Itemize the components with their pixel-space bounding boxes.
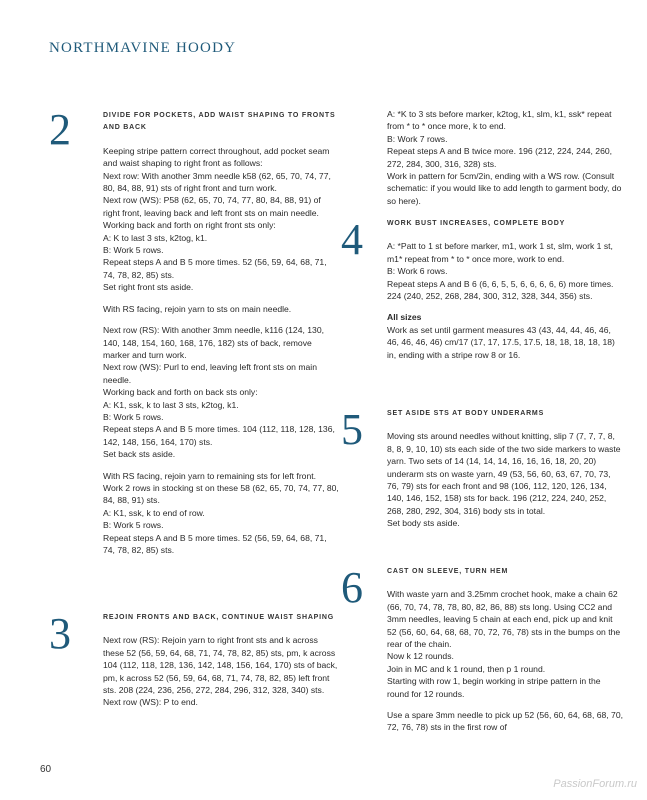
section-5 <box>387 408 623 539</box>
section-2-paragraph: With RS facing, rejoin yarn to sts on main needle. <box>103 303 292 314</box>
section-2-paragraph: Keeping stripe pattern correct throughout, add pocket seam and waist shaping to right front as follows: Next row: With another 3mm needle k58 (62, 65, 70, 74, 77, 80, 84, 88, 91) sts of right front and turn work. Next row (WS): P58 (62, 65, 70, 74, 77, 80, 84, 88, 91) of right front, leaving back and left front sts on main needle. Working back and forth on right front sts only: A: K to last 3 sts, k2tog, k1. B: Work 5 rows. Repeat steps A and B 5 more times. 52 (56, 59, 64, 68, 71, 74, 78, 82, 85) sts. Set right front sts aside. <box>103 145 331 293</box>
section-4-subheading: All sizes <box>387 312 422 323</box>
section-3-continued-paragraph: A: *K to 3 sts before marker, k2tog, k1, slm, k1, ssk* repeat from * to * once more, k to end. B: Work 7 rows. Repeat steps A and B twice more. 196 (212, 224, 244, 260, 272, 284, 300, 316, 328) sts. Work in pattern for 5cm/2in, ending with a WS row. (Consult schematic: if you would like to add length to garment body, do so here). <box>387 109 622 206</box>
section-3-heading: REJOIN FRONTS AND BACK, CONTINUE WAIST SHAPING <box>103 614 334 621</box>
section-6 <box>387 566 623 743</box>
step-number-2: 2 <box>49 105 71 154</box>
section-6-paragraph: Use a spare 3mm needle to pick up 52 (56, 60, 64, 68, 68, 70, 72, 76, 78) sts in the first row of <box>387 710 623 733</box>
step-number-6: 6 <box>341 563 363 612</box>
section-2 <box>103 110 339 565</box>
section-4-subparagraph: Work as set until garment measures 43 (43, 44, 44, 46, 46, 46, 46, 46, 46) cm/17 (17, 17, 17.5, 17.5, 18, 18, 18, 18, 18) in, ending with a stripe row 8 or 16. <box>387 324 615 360</box>
section-3 <box>103 612 339 718</box>
section-5-heading: SET ASIDE STS AT BODY UNDERARMS <box>387 410 545 417</box>
section-3-continued <box>387 108 623 216</box>
section-4 <box>387 218 623 370</box>
step-number-3: 3 <box>49 609 71 658</box>
section-2-paragraph: With RS facing, rejoin yarn to remaining sts for left front. Work 2 rows in stocking st on these 58 (62, 65, 70, 74, 77, 80, 84, 88, 91) sts. A: K1, ssk, k to end of row. B: Work 5 rows. Repeat steps A and B 5 more times. 52 (56, 59, 64, 68, 71, 74, 78, 82, 85) sts. <box>103 470 339 555</box>
step-number-5: 5 <box>341 405 363 454</box>
watermark: PassionForum.ru <box>553 778 637 790</box>
step-number-4: 4 <box>341 215 363 264</box>
section-2-heading: DIVIDE FOR POCKETS, ADD WAIST SHAPING TO FRONTS AND BACK <box>103 112 336 132</box>
section-4-heading: WORK BUST INCREASES, COMPLETE BODY <box>387 220 566 227</box>
section-5-paragraph: Moving sts around needles without knitting, slip 7 (7, 7, 7, 8, 8, 8, 9, 10, 10) sts each side of the two side markers to waste yarn. Two sets of 14 (14, 14, 14, 16, 16, 16, 18, 20, 20) underarm sts on waste yarn, 49 (53, 56, 60, 63, 67, 70, 73, 76, 79) sts for each front and 98 (106, 112, 120, 126, 134, 140, 146, 152, 158) sts for back. 196 (212, 224, 240, 252, 268, 280, 292, 304, 316) body sts in total. Set body sts aside. <box>387 431 621 529</box>
page-number: 60 <box>40 764 52 775</box>
section-2-paragraph: Next row (RS): With another 3mm needle, k116 (124, 130, 140, 148, 154, 160, 168, 176, 182) sts of back, remove marker and turn work. Next row (WS): Purl to end, leaving left front sts on main needle. Working back and forth on back sts only: A: K1, ssk, k to last 3 sts, k2tog, k1. B: Work 5 rows. Repeat steps A and B 5 more times. 104 (112, 118, 128, 136, 142, 148, 156, 164, 170) sts. Set back sts aside. <box>103 325 335 460</box>
section-4-paragraph: A: *Patt to 1 st before marker, m1, work 1 st, slm, work 1 st, m1* repeat from * to * once more, work to end. B: Work 6 rows. Repeat steps A and B 6 (6, 6, 5, 5, 6, 6, 6, 6, 6) more times. 224 (240, 252, 268, 284, 300, 312, 328, 344, 356) sts. <box>387 241 614 302</box>
section-6-heading: CAST ON SLEEVE, TURN HEM <box>387 568 509 575</box>
section-6-paragraph: With waste yarn and 3.25mm crochet hook, make a chain 62 (66, 70, 74, 78, 78, 80, 82, 86, 88) sts long. Using CC2 and 3mm needles, leaving 5 chain at each end, pick up and knit 52 (56, 60, 64, 68, 68, 70, 72, 76, 78) sts in the bumps on the rear of the chain. Now k 12 rounds. Join in MC and k 1 round, then p 1 round. Starting with row 1, begin working in stripe pattern in the round for 12 rounds. <box>387 589 621 699</box>
section-3-paragraph: Next row (RS): Rejoin yarn to right front sts and k across these 52 (56, 59, 64, 68, 71, 74, 78, 82, 85) sts, pm, k across 104 (112, 118, 128, 136, 142, 148, 156, 164, 170) sts of back, pm, k across 52 (56, 59, 64, 68, 71, 74, 78, 82, 85) left front sts. 208 (224, 236, 256, 272, 284, 296, 312, 328, 340) sts. Next row (WS): P to end. <box>103 635 338 708</box>
page-title: NORTHMAVINE HOODY <box>49 40 237 56</box>
